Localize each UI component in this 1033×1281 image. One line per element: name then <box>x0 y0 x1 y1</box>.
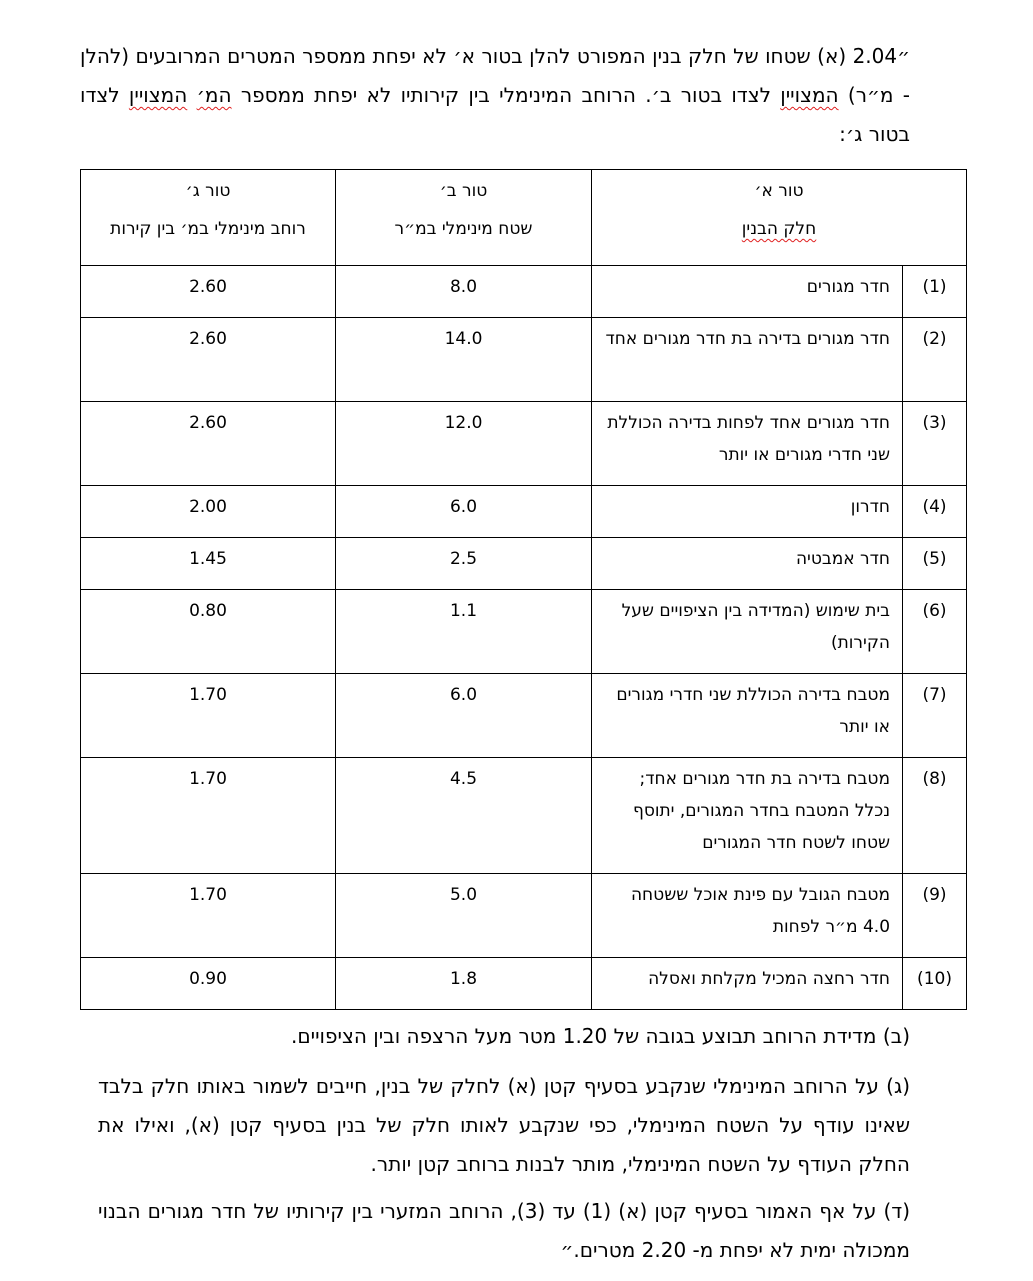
table-row <box>81 318 967 402</box>
header-col-c-title: טור ג׳ <box>185 181 231 201</box>
row-part-text: בית שימוש (המדידה בין הציפויים שעל הקירות) <box>621 601 891 653</box>
row-part <box>592 758 903 874</box>
row-area: 12.0 <box>336 402 592 486</box>
spellcheck-word-1[interactable]: המצויין <box>780 83 839 107</box>
intro-text-2: לצדו בטור ב׳. הרוחב המינימלי בין קירותיו לא יפחת ממספר <box>231 83 781 107</box>
row-part <box>592 402 903 486</box>
row-area: 8.0 <box>336 266 592 318</box>
row-part-text: חדר אמבטיה <box>795 549 891 569</box>
table-row <box>81 758 967 874</box>
table-row <box>81 402 967 486</box>
header-col-b <box>336 170 592 266</box>
paragraph-b: (ב) מדידת הרוחב תבוצע בגובה של 1.20 מטר מעל הרצפה ובין הציפויים. <box>290 1024 910 1048</box>
row-width: 1.70 <box>81 758 336 874</box>
row-number: (6) <box>903 590 967 674</box>
table-row <box>81 590 967 674</box>
table-header-row <box>81 170 967 266</box>
table-row <box>81 874 967 958</box>
intro-text-1: ״2.04 (א) שטחו של חלק בנין המפורט להלן בטור א׳ לא יפחת ממספר המטרים המרובעים (להלן - מ״ר) <box>80 44 911 107</box>
intro-text-4: לצדו בטור ג׳: <box>80 83 910 146</box>
row-number: (7) <box>903 674 967 758</box>
requirements-table <box>80 169 967 1010</box>
table-row <box>81 266 967 318</box>
row-number: (4) <box>903 486 967 538</box>
row-part <box>592 486 903 538</box>
row-area: 1.8 <box>336 958 592 1010</box>
intro-text-3 <box>187 83 196 107</box>
row-number: (10) <box>903 958 967 1010</box>
spellcheck-word-3[interactable]: המצויין <box>128 83 188 107</box>
row-area: 6.0 <box>336 486 592 538</box>
table-row <box>81 486 967 538</box>
row-part-text: חדר מגורים בדירה בת חדר מגורים אחד <box>605 329 891 349</box>
row-part-text: מטבח הגובל עם פינת אוכל ששטחה 4.0 מ״ר לפחות <box>630 885 891 937</box>
row-number: (8) <box>903 758 967 874</box>
row-width: 2.60 <box>81 318 336 402</box>
row-width: 2.60 <box>81 402 336 486</box>
row-part <box>592 674 903 758</box>
row-area: 1.1 <box>336 590 592 674</box>
spellcheck-word-2[interactable]: המ׳ <box>196 83 232 107</box>
row-part <box>592 874 903 958</box>
row-width: 1.45 <box>81 538 336 590</box>
row-number: (1) <box>903 266 967 318</box>
row-part-text: חדר רחצה המכיל מקלחת ואסלה <box>648 969 891 989</box>
row-area: 14.0 <box>336 318 592 402</box>
row-part-text: חדר מגורים אחד לפחות בדירה הכוללת שני חדרי מגורים או יותר <box>607 413 891 465</box>
row-part <box>592 538 903 590</box>
row-width: 1.70 <box>81 874 336 958</box>
table-row <box>81 674 967 758</box>
row-part <box>592 590 903 674</box>
table-row <box>81 538 967 590</box>
row-area: 5.0 <box>336 874 592 958</box>
row-part <box>592 958 903 1010</box>
row-area: 2.5 <box>336 538 592 590</box>
row-number: (3) <box>903 402 967 486</box>
row-number: (2) <box>903 318 967 402</box>
row-part-text: חדרון <box>850 497 891 517</box>
table-row <box>81 958 967 1010</box>
row-area: 4.5 <box>336 758 592 874</box>
row-width: 1.70 <box>81 674 336 758</box>
row-width: 2.00 <box>81 486 336 538</box>
header-col-c <box>81 170 336 266</box>
header-col-a <box>592 170 967 266</box>
row-number: (9) <box>903 874 967 958</box>
header-col-c-sub: רוחב מינימלי במ׳ בין קירות <box>110 219 306 239</box>
row-number: (5) <box>903 538 967 590</box>
row-part-text: מטבח בדירה הכוללת שני חדרי מגורים או יותר <box>616 685 891 737</box>
paragraph-g: (ג) על הרוחב המינימלי שנקבע בסעיף קטן (א) לחלק של בנין, חייבים לשמור באותו חלק בלבד שאינו עודף על השטח המינימלי, כפי שנקבע לאותו חלק של בנין בסעיף קטן (א), ואילו את החלק העודף על השטח המינימלי, מותר לבנות ברוחב קטן יותר. <box>98 1074 910 1176</box>
header-col-b-title: טור ב׳ <box>439 181 488 201</box>
header-col-b-sub: שטח מינימלי במ״ר <box>394 219 533 239</box>
row-part-text: חדר מגורים <box>806 277 891 297</box>
header-col-a-sub[interactable]: חלק הבנין <box>741 219 817 239</box>
row-part-text: מטבח בדירה בת חדר מגורים אחד; נכלל המטבח בחדר המגורים, יתוסף שטחו לשטח חדר המגורים <box>632 769 891 853</box>
header-col-a-title: טור א׳ <box>754 181 804 201</box>
row-width: 0.80 <box>81 590 336 674</box>
row-width: 0.90 <box>81 958 336 1010</box>
row-width: 2.60 <box>81 266 336 318</box>
row-part <box>592 318 903 402</box>
row-area: 6.0 <box>336 674 592 758</box>
row-part <box>592 266 903 318</box>
intro-paragraph <box>80 37 910 154</box>
paragraph-d: (ד) על אף האמור בסעיף קטן (א) (1) עד (3), הרוחב המזערי בין קירותיו של חדר מגורים הבנוי ממכולה ימית לא יפחת מ- 2.20 מטרים.״ <box>98 1199 910 1262</box>
